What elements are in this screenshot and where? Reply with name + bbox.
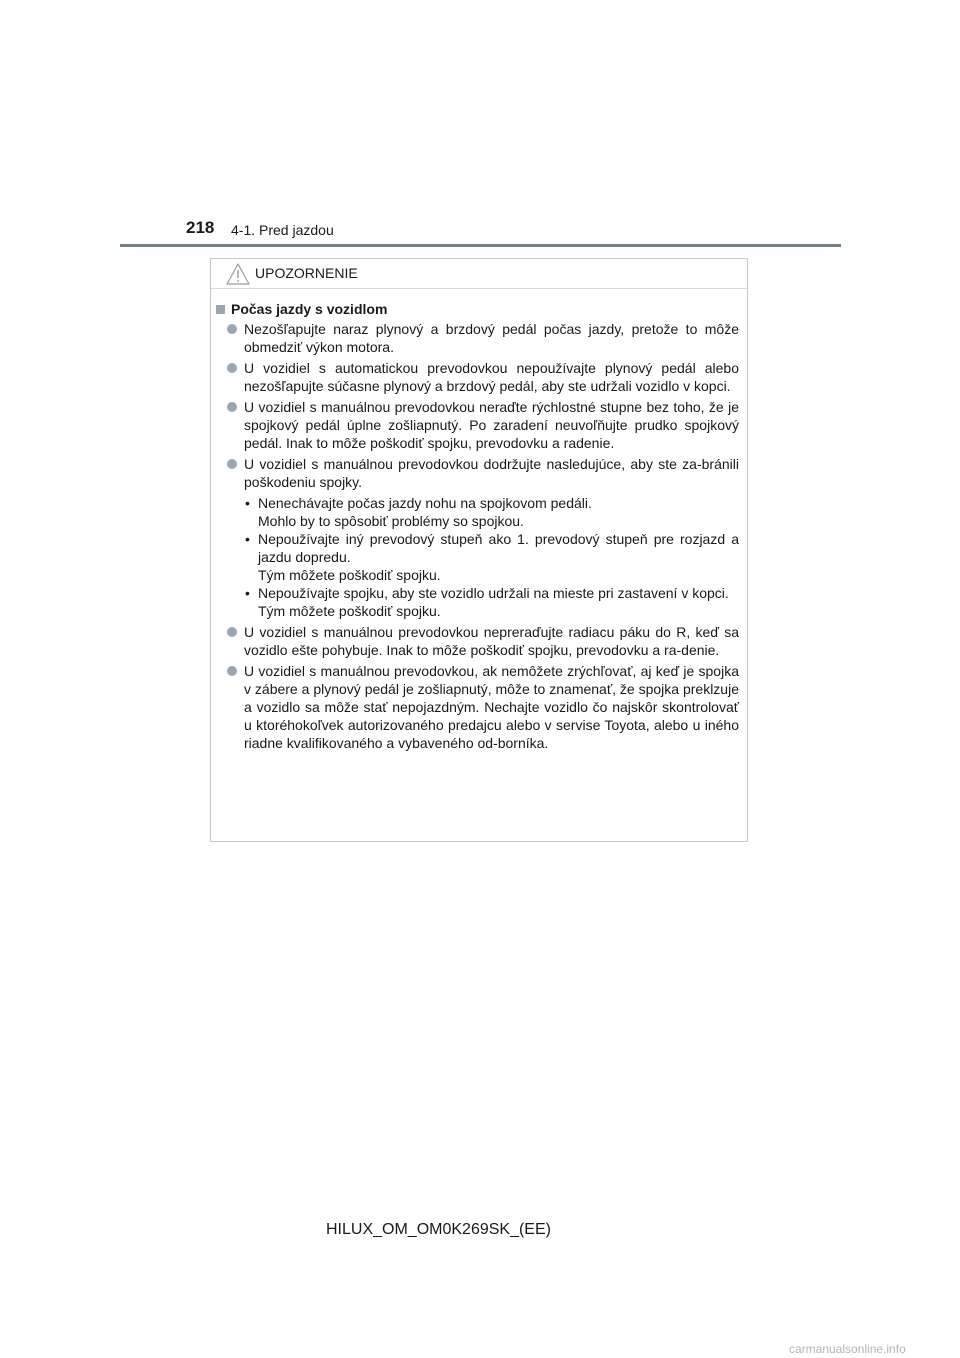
warning-header (211, 259, 747, 289)
bullet-dot-icon (227, 666, 237, 676)
list-item-text: Nezošľapujte naraz plynový a brzdový pedál počas jazdy, pretože to môže obmedziť výkon motora. (244, 321, 739, 355)
sublist (244, 494, 739, 620)
list-item-text: U vozidiel s manuálnou prevodovkou, ak nemôžete zrýchľovať, aj keď je spojka v zábere a plynový pedál je zošliapnutý, môže to znamenať, že spojka preklzuje a vozidlo sa môže stať nepojazdným. Nechajte vozidlo čo najskôr skontrolovať u ktoréhokoľvek autorizovaného predajcu alebo v servise Toyota, alebo u iného riadne kvalifikovaného a vybaveného od-borníka. (244, 663, 739, 751)
sub-list-item (244, 530, 739, 584)
list-item-text: U vozidiel s manuálnou prevodovkou nepreraďujte radiacu páku do R, keď sa vozidlo ešte pohybuje. Inak to môže poškodiť spojku, prevodovku a ra-denie. (244, 624, 739, 658)
warning-triangle-icon (225, 262, 251, 286)
sub-bullet-icon: • (245, 531, 250, 547)
list-item (216, 398, 739, 452)
sub-item-text: Nepoužívajte spojku, aby ste vozidlo udržali na mieste pri zastavení v kopci. (258, 585, 729, 601)
bullet-dot-icon (227, 459, 237, 469)
bullet-dot-icon (227, 363, 237, 373)
list-item (216, 359, 739, 395)
bullet-dot-icon (227, 402, 237, 412)
list-item (216, 320, 739, 356)
list-item-text: U vozidiel s manuálnou prevodovkou neraďte rýchlostné stupne bez toho, že je spojkový pedál úplne zošliapnutý. Po zaradení neuvoľňujte prudko spojkový pedál. Inak to môže poškodiť spojku, prevodovku a radenie. (244, 399, 739, 451)
sub-bullet-icon: • (245, 585, 250, 601)
sub-bullet-icon: • (245, 495, 250, 511)
warning-section-heading (216, 300, 739, 318)
bullet-dot-icon (227, 627, 237, 637)
header-rule (120, 244, 841, 247)
page-number: 218 (186, 218, 215, 237)
document-code: HILUX_OM_OM0K269SK_(EE) (326, 1221, 551, 1238)
sub-list-item (244, 584, 739, 620)
list-item (216, 662, 739, 752)
sub-item-note: Tým môžete poškodiť spojku. (258, 603, 441, 619)
watermark: carmanualsonline.info (789, 1342, 906, 1356)
warning-box (210, 258, 748, 842)
section-title: 4-1. Pred jazdou (231, 222, 334, 238)
warning-title: UPOZORNENIE (255, 265, 358, 281)
square-marker-icon (216, 305, 225, 314)
sub-list-item (244, 494, 739, 530)
sub-item-note: Tým môžete poškodiť spojku. (258, 567, 441, 583)
list-item (216, 455, 739, 620)
sub-item-text: Nepoužívajte iný prevodový stupeň ako 1. prevodový stupeň pre rozjazd a jazdu dopredu. (258, 531, 739, 565)
sub-item-note: Mohlo by to spôsobiť problémy so spojkou. (258, 513, 524, 529)
warning-body (211, 289, 747, 752)
sub-item-text: Nenechávajte počas jazdy nohu na spojkovom pedáli. (258, 495, 592, 511)
bullet-dot-icon (227, 324, 237, 334)
list-item-text: U vozidiel s manuálnou prevodovkou dodržujte nasledujúce, aby ste za-bránili poškodeniu spojky. (244, 456, 739, 490)
list-item-text: U vozidiel s automatickou prevodovkou nepoužívajte plynový pedál alebo nezošľapujte súčasne plynový a brzdový pedál, aby ste udržali vozidlo v kopci. (244, 360, 739, 394)
warning-heading-text: Počas jazdy s vozidlom (231, 301, 388, 317)
list-item (216, 623, 739, 659)
